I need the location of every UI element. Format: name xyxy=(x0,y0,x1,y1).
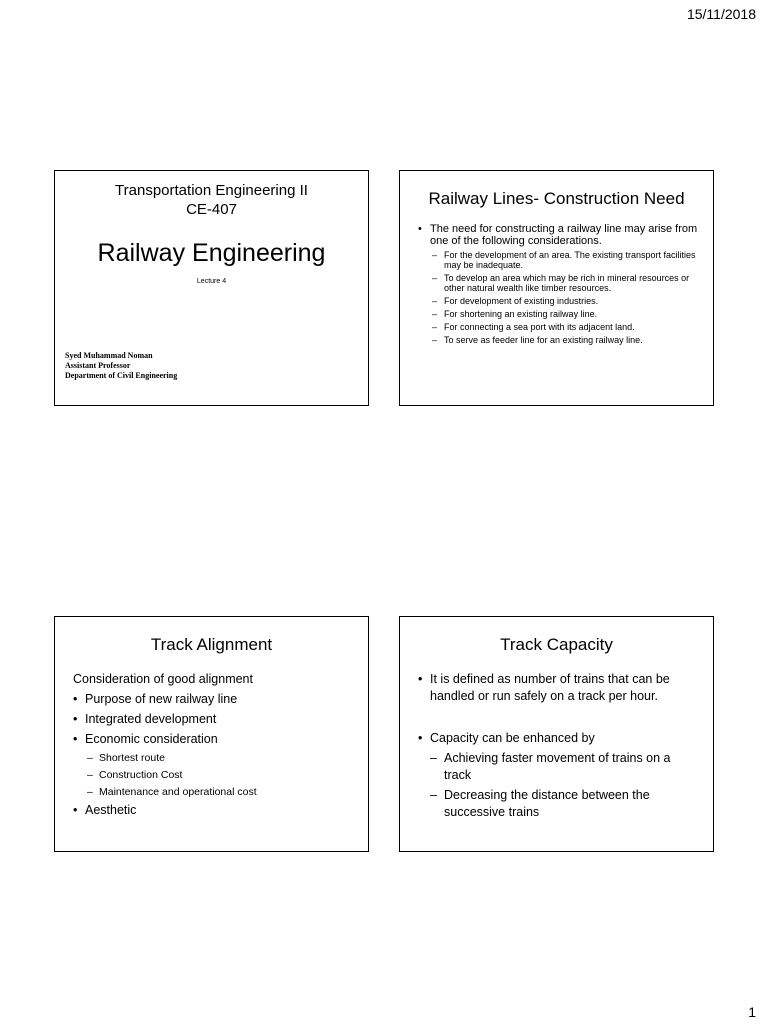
slide-track-capacity xyxy=(399,616,714,852)
list-item: • Integrated development xyxy=(73,711,354,728)
list-item: • It is defined as number of trains that can be handled or run safely on a track per hour. xyxy=(418,671,699,705)
sub-list xyxy=(87,751,354,799)
course-code: CE-407 xyxy=(186,201,237,218)
bullet-list xyxy=(400,223,713,345)
list-item: • Economic consideration xyxy=(73,731,354,748)
list-item: – To develop an area which may be rich in mineral resources or other natural wealth like timber resources. xyxy=(432,273,699,293)
slide-heading: Track Alignment xyxy=(150,635,273,654)
author-dept: Department of Civil Engineering xyxy=(65,371,178,380)
list-item: • Capacity can be enhanced by xyxy=(418,730,699,747)
slide-main-title: Railway Engineering xyxy=(97,239,326,267)
slide-title xyxy=(54,170,369,406)
course-name: Transportation Engineering II xyxy=(115,182,308,199)
author-block xyxy=(65,351,177,381)
sub-list xyxy=(430,750,699,821)
list-item: – Achieving faster movement of trains on a track xyxy=(430,750,699,784)
sub-list xyxy=(430,250,699,345)
list-item: • Purpose of new railway line xyxy=(73,691,354,708)
page-date: 15/11/2018 xyxy=(686,6,756,22)
page-number: 1 xyxy=(748,1004,756,1020)
list-item: – Shortest route xyxy=(87,751,354,765)
slide-construction-need xyxy=(399,170,714,406)
lecture-label: Lecture 4 xyxy=(196,278,227,285)
list-item: – Maintenance and operational cost xyxy=(87,785,354,799)
list-item: – For development of existing industries. xyxy=(432,296,699,306)
author-role: Assistant Professor xyxy=(65,361,131,370)
list-item: – For shortening an existing railway line. xyxy=(432,309,699,319)
intro-text: Consideration of good alignment xyxy=(73,672,253,686)
list-item: – For connecting a sea port with its adjacent land. xyxy=(432,322,699,332)
list-item: – Construction Cost xyxy=(87,768,354,782)
slide-track-alignment xyxy=(54,616,369,852)
list-item: • Aesthetic xyxy=(73,802,354,819)
list-item: – Decreasing the distance between the successive trains xyxy=(430,787,699,821)
list-item: – To serve as feeder line for an existing railway line. xyxy=(432,335,699,345)
slide-heading: Track Capacity xyxy=(500,635,613,654)
list-item: – For the development of an area. The existing transport facilities may be inadequate. xyxy=(432,250,699,270)
list-item: • The need for constructing a railway line may arise from one of the following considerations. – For the development of an area. The existing transport facilities may be inadequate. – To develop an area which may be rich in mineral resources or other natural wealth like timber resources. – For development of existing industries. – For shortening an existing railway line. – For connecting a sea port with its adjacent land. – To serve as feeder line for an existing railway line. xyxy=(418,223,699,345)
slide-heading: Railway Lines- Construction Need xyxy=(428,189,685,208)
author-name: Syed Muhammad Noman xyxy=(65,351,153,360)
